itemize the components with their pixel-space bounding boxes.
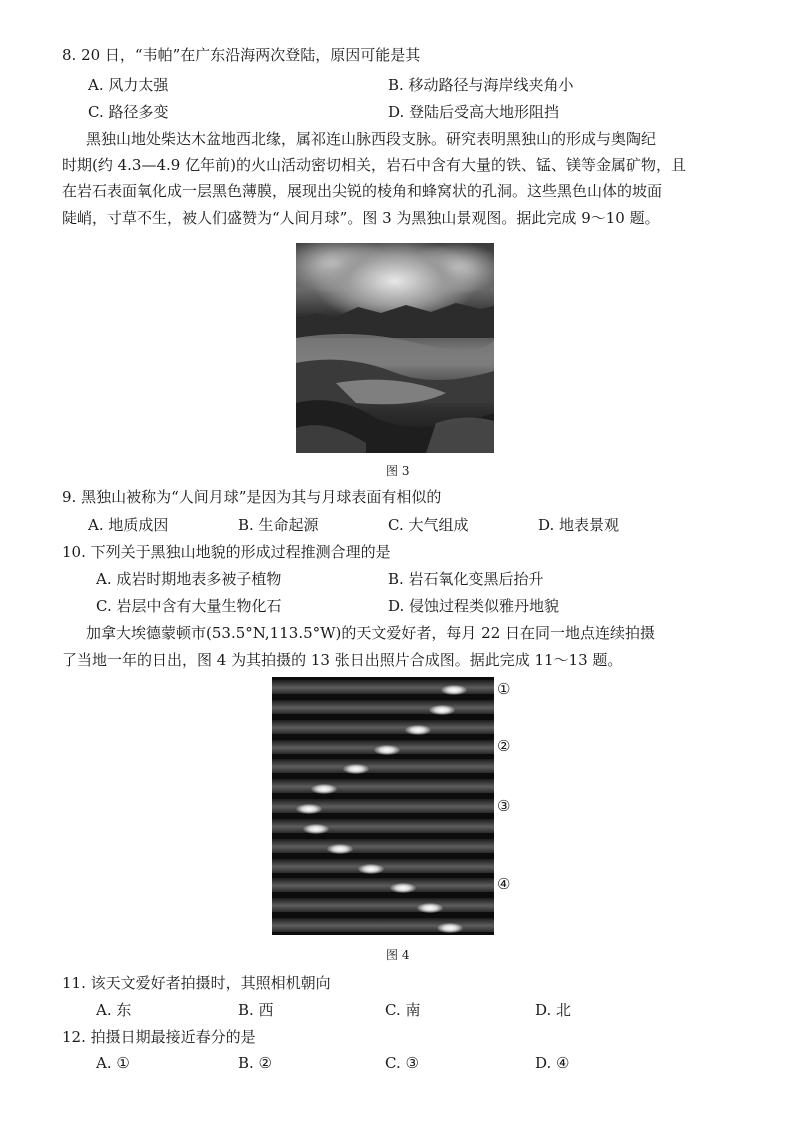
q9-option-a: A. 地质成因 [88, 516, 169, 534]
q9-option-c: C. 大气组成 [388, 516, 469, 534]
figure-4-marker-4: ④ [497, 875, 511, 893]
q12-stem: 12. 拍摄日期最接近春分的是 [62, 1028, 256, 1046]
q8-option-c: C. 路径多变 [88, 103, 169, 121]
q10-option-a: A. 成岩时期地表多被子植物 [96, 570, 282, 588]
passage2-line-1: 加拿大埃德蒙顿市(53.5°N,113.5°W)的天文爱好者，每月 22 日在同一地点连续拍摄 [86, 624, 656, 642]
q12-option-d: D. ④ [535, 1054, 570, 1072]
figure-4-caption: 图 4 [386, 948, 410, 962]
q11-option-d: D. 北 [535, 1001, 572, 1019]
sunrise-strip [272, 779, 494, 793]
q10-stem: 10. 下列关于黑独山地貌的形成过程推测合理的是 [62, 543, 391, 561]
figure-4-marker-1: ① [497, 680, 511, 698]
q11-option-b: B. 西 [238, 1001, 274, 1019]
figure-3-landscape-photo [296, 243, 494, 453]
q11-option-a: A. 东 [96, 1001, 132, 1019]
q11-stem: 11. 该天文爱好者拍摄时，其照相机朝向 [62, 974, 331, 992]
sun-glow [437, 923, 463, 933]
q9-stem: 9. 黑独山被称为“人间月球”是因为其与月球表面有相似的 [62, 488, 442, 506]
sun-glow [303, 824, 329, 834]
q9-option-d: D. 地表景观 [538, 516, 620, 534]
q8-stem: 8. 20 日，“韦帕”在广东沿海两次登陆，原因可能是其 [62, 46, 421, 64]
figure-3-caption: 图 3 [386, 464, 410, 478]
sun-glow [441, 685, 467, 695]
sunrise-strip [272, 700, 494, 714]
q10-option-c: C. 岩层中含有大量生物化石 [96, 597, 282, 615]
passage1-line-3: 在岩石表面氧化成一层黑色薄膜，展现出尖锐的棱角和蜂窝状的孔洞。这些黑色山体的坡面 [62, 182, 663, 200]
landscape-illustration [296, 243, 494, 453]
q12-option-b: B. ② [238, 1054, 273, 1072]
q8-option-d: D. 登陆后受高大地形阻挡 [388, 103, 560, 121]
passage2-line-2: 了当地一年的日出，图 4 为其拍摄的 13 张日出照片合成图。据此完成 11～13 题。 [62, 651, 623, 669]
passage1-line-2: 时期(约 4.3—4.9 亿年前)的火山活动密切相关，岩石中含有大量的铁、锰、镁等金属矿物，且 [62, 156, 686, 174]
figure-4-sunrise-composite [272, 677, 494, 935]
sun-glow [327, 844, 353, 854]
sunrise-strip [272, 839, 494, 853]
passage1-line-1: 黑独山地处柴达木盆地西北缘，属祁连山脉西段支脉。研究表明黑独山的形成与奥陶纪 [86, 130, 657, 148]
q11-option-c: C. 南 [385, 1001, 421, 1019]
sun-glow [429, 705, 455, 715]
sun-glow [405, 725, 431, 735]
q12-option-c: C. ③ [385, 1054, 419, 1072]
sunrise-strip [272, 878, 494, 892]
sunrise-strip [272, 898, 494, 912]
q8-option-a: A. 风力太强 [88, 76, 169, 94]
q9-option-b: B. 生命起源 [238, 516, 319, 534]
sunrise-strip [272, 759, 494, 773]
passage1-line-4: 陡峭，寸草不生，被人们盛赞为“人间月球”。图 3 为黑独山景观图。据此完成 9～10 题。 [62, 209, 660, 227]
q12-option-a: A. ① [96, 1054, 130, 1072]
q10-option-b: B. 岩石氧化变黑后抬升 [388, 570, 544, 588]
q10-option-d: D. 侵蚀过程类似雅丹地貌 [388, 597, 560, 615]
figure-4-marker-2: ② [497, 737, 511, 755]
sunrise-strip [272, 720, 494, 734]
figure-4-marker-3: ③ [497, 797, 511, 815]
sun-glow [358, 864, 384, 874]
q8-option-b: B. 移动路径与海岸线夹角小 [388, 76, 574, 94]
sun-glow [296, 804, 322, 814]
sun-glow [374, 745, 400, 755]
